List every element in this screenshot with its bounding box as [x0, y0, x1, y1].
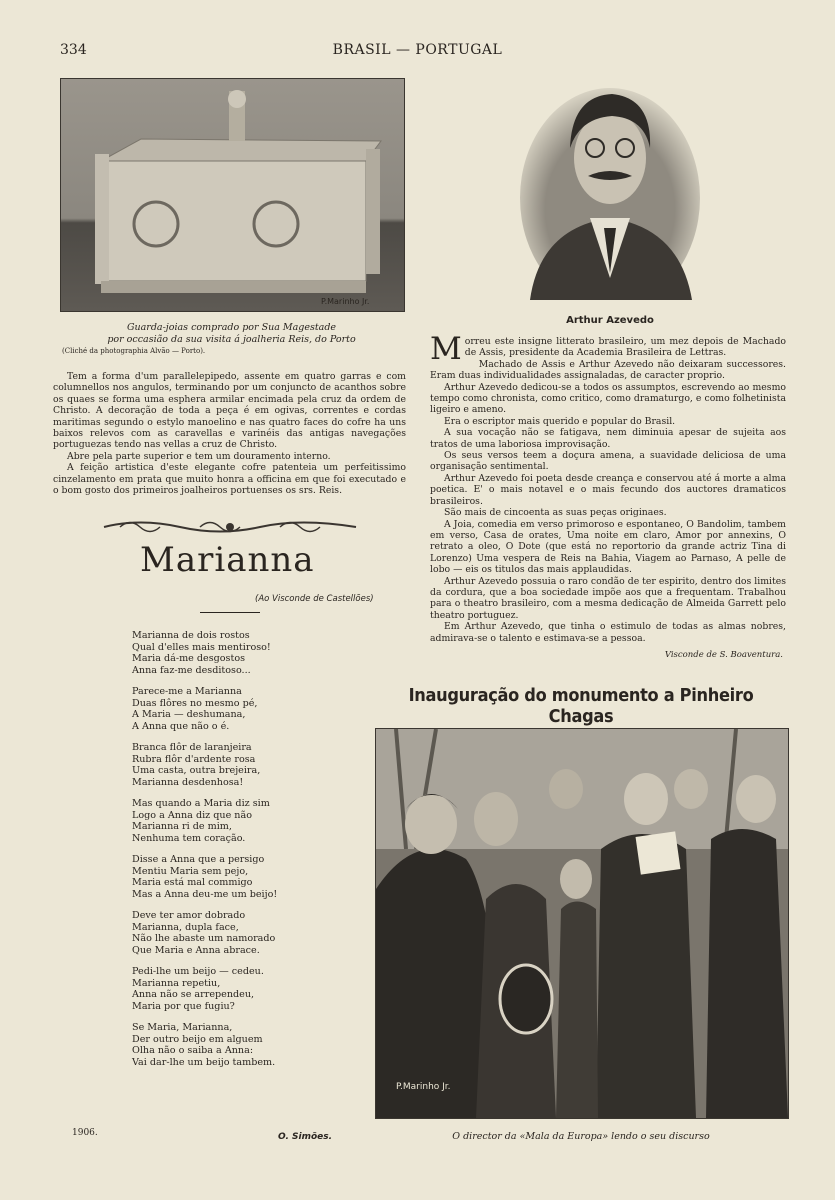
running-title: BRASIL — PORTUGAL	[332, 42, 503, 58]
poem-line: Mentiu Maria sem pejo,	[132, 865, 249, 877]
jewel-box-credit: (Cliché da photographia Alvão — Porto).	[62, 347, 206, 355]
poem-line: Rubra flôr d'ardente rosa	[132, 753, 256, 765]
poem-line: Vai dar-lhe um beijo tambem.	[132, 1056, 276, 1068]
jewel-box-photo	[60, 78, 405, 312]
paragraph: Arthur Azevedo dedicou-se a todos os assumptos, escrevendo ao mesmo tempo como chronista, como critico, como dramaturgo, e como folhetinista ligeiro e ameno.	[430, 381, 786, 416]
paragraph: Em Arthur Azevedo, que tinha o estimulo de todas as almas nobres, admirava-se o talento e estimava-se a pessoa.	[430, 621, 786, 644]
poem-line: Branca flôr de laranjeira	[132, 742, 252, 753]
portrait-illustration	[520, 78, 700, 300]
poem-line: Anna não se arrependeu,	[132, 989, 255, 1000]
poem-line: Se Maria, Marianna,	[132, 1022, 233, 1033]
poem-stanza	[132, 854, 277, 900]
poem-line: Marianna de dois rostos	[132, 630, 250, 641]
poem-line: Maria por que fugiu?	[132, 1000, 235, 1012]
poem-line: Anna faz-me desditoso...	[132, 664, 251, 676]
poem-dedication: (Ao Visconde de Castellões)	[255, 594, 374, 604]
poem-line: Que Maria e Anna abrace.	[132, 944, 260, 956]
poem-line: Maria dá-me desgostos	[132, 653, 246, 664]
monument-caption: O director da «Mala da Europa» lendo o seu discurso	[452, 1131, 710, 1142]
poem-line: Duas flôres no mesmo pé,	[132, 697, 258, 709]
poem-line: Deve ter amor dobrado	[132, 910, 246, 921]
jewel-box-illustration	[61, 79, 404, 311]
portrait-caption: Arthur Azevedo	[566, 315, 654, 326]
paragraph: A sua vocação não se fatigava, nem diminuia apesar de sujeita aos tratos de uma laboriosa improvisação.	[430, 427, 786, 450]
poem-title: Marianna	[140, 540, 315, 580]
poem-line: Pedi-lhe um beijo — cedeu.	[132, 966, 264, 977]
azevedo-portrait	[520, 78, 700, 300]
poem-line: Mas a Anna deu-me um beijo!	[132, 888, 278, 900]
paragraph: A feição artistica d'este elegante cofre patenteia um perfeitissimo cinzelamento em prata que muito honra a officina em que foi executado e o bom gosto dos primeiros joalheiros portuenses os srs. Reis.	[53, 462, 406, 497]
paragraph: Arthur Azevedo foi poeta desde creança e conservou até á morte a alma poetica. E' o mais notavel e o mais fecundo dos auctores dramaticos brasileiros.	[430, 472, 786, 507]
paragraph: Machado de Assis e Arthur Azevedo não deixaram successores. Eram duas individualidades assignaladas, de caracter proprio.	[430, 358, 786, 382]
poem-line: A Maria — deshumana,	[132, 709, 246, 720]
poem-year: 1906.	[72, 1128, 98, 1138]
azevedo-article	[430, 331, 786, 644]
paragraph: Arthur Azevedo possuia o raro condão de ter espirito, dentro dos limites da cordura, que a boa sociedade impõe aos que a frequentam. Trabalhou para o theatro brasileiro, com a mesma dedicação de Almeida Garrett pelo theatro portuguez.	[430, 575, 786, 621]
poem-line: Não lhe abaste um namorado	[132, 933, 276, 944]
poem-line: Marianna ri de mim,	[132, 821, 232, 832]
paragraph: Era o escriptor mais querido e popular do Brasil.	[444, 415, 676, 427]
paragraph: São mais de cincoenta as suas peças originaes.	[444, 507, 667, 519]
paragraph: orreu este insigne litterato brasileiro, um mez depois de Machado de Assis, presidente da Academia Brasileira de Lettras.	[464, 336, 786, 359]
photo-signature: P.Marinho Jr.	[396, 1082, 451, 1092]
paragraph: A Joia, comedia em verso primoroso e espontaneo, O Bandolim, tambem em verso, Casa de orates, Uma noite em claro, Amor por annexins, O retrato a oleo, O Dote (que está no reportorio da grande actriz Tina di Lorenzo) Uma vespera de Reis na Bahia, Viagem ao Parnaso, A pelle de lobo — eis os titulos das mais applaudidas.	[430, 518, 786, 576]
jewel-box-caption-1: Guarda-joias comprado por Sua Magestade	[126, 322, 337, 333]
poem-line: Qual d'elles mais mentiroso!	[132, 641, 271, 653]
poem-rule	[200, 612, 260, 613]
crowd-illustration	[376, 729, 788, 1118]
poem-stanza	[132, 1022, 277, 1068]
poem-line: Marianna desdenhosa!	[132, 776, 244, 788]
monument-photo	[375, 728, 789, 1119]
monument-headline: Inauguração do monumento a Pinheiro Chagas	[408, 685, 754, 727]
poem-stanza	[132, 686, 277, 732]
paragraph: Tem a forma d'um parallelepipedo, assente em quatro garras e com columnellos nos angulos, terminando por um conjuncto de acanthos sobre os quaes se forma uma esphera armilar encimada pela cruz da ordem de Christo. A decoração de toda a peça é em ogivas, correntes e cordas maritimas segundo o estylo manoelino e nas quatro faces do cofre ha uns baixos relevos com as caravellas e varinéis das antigas navegações portuguezas tendo nas vellas a cruz de Christo.	[53, 371, 406, 451]
poem-line: Mas quando a Maria diz sim	[132, 798, 270, 809]
poem-stanza	[132, 966, 277, 1012]
poem-line: Der outro beijo em alguem	[132, 1033, 263, 1045]
poem-stanza	[132, 630, 277, 676]
article-signature: Visconde de S. Boaventura.	[664, 650, 783, 660]
ornament-divider	[100, 516, 360, 538]
poem-line: Uma casta, outra brejeira,	[132, 765, 261, 776]
jewel-box-article	[53, 371, 406, 496]
poem-line: Logo a Anna diz que não	[132, 809, 252, 821]
poem-author: O. Simões.	[278, 1132, 333, 1142]
poem-line: Olha não o saiba a Anna:	[132, 1045, 254, 1056]
poem-line: Nenhuma tem coração.	[132, 832, 246, 844]
poem-body	[132, 630, 277, 1078]
poem-line: Marianna repetiu,	[132, 977, 221, 989]
paragraph: Os seus versos teem a doçura amena, a suavidade deliciosa de uma organisação sentimental.	[430, 450, 786, 473]
poem-line: Marianna, dupla face,	[132, 921, 239, 933]
poem-stanza	[132, 798, 277, 844]
poem-stanza	[132, 742, 277, 788]
paragraph: Abre pela parte superior e tem um douramento interno.	[67, 450, 331, 462]
poem-line: Maria está mal commigo	[132, 877, 253, 888]
page-number: 334	[60, 42, 87, 58]
poem-line: Parece-me a Marianna	[132, 686, 242, 697]
poem-line: Disse a Anna que a persigo	[132, 854, 265, 865]
poem-stanza	[132, 910, 277, 956]
photo-signature: P.Marinho Jr.	[321, 297, 370, 306]
jewel-box-caption-2: por occasião da sua visita á joalheria Reis, do Porto	[107, 334, 356, 345]
drop-cap: M	[430, 331, 462, 367]
poem-line: A Anna que não o é.	[132, 720, 230, 732]
